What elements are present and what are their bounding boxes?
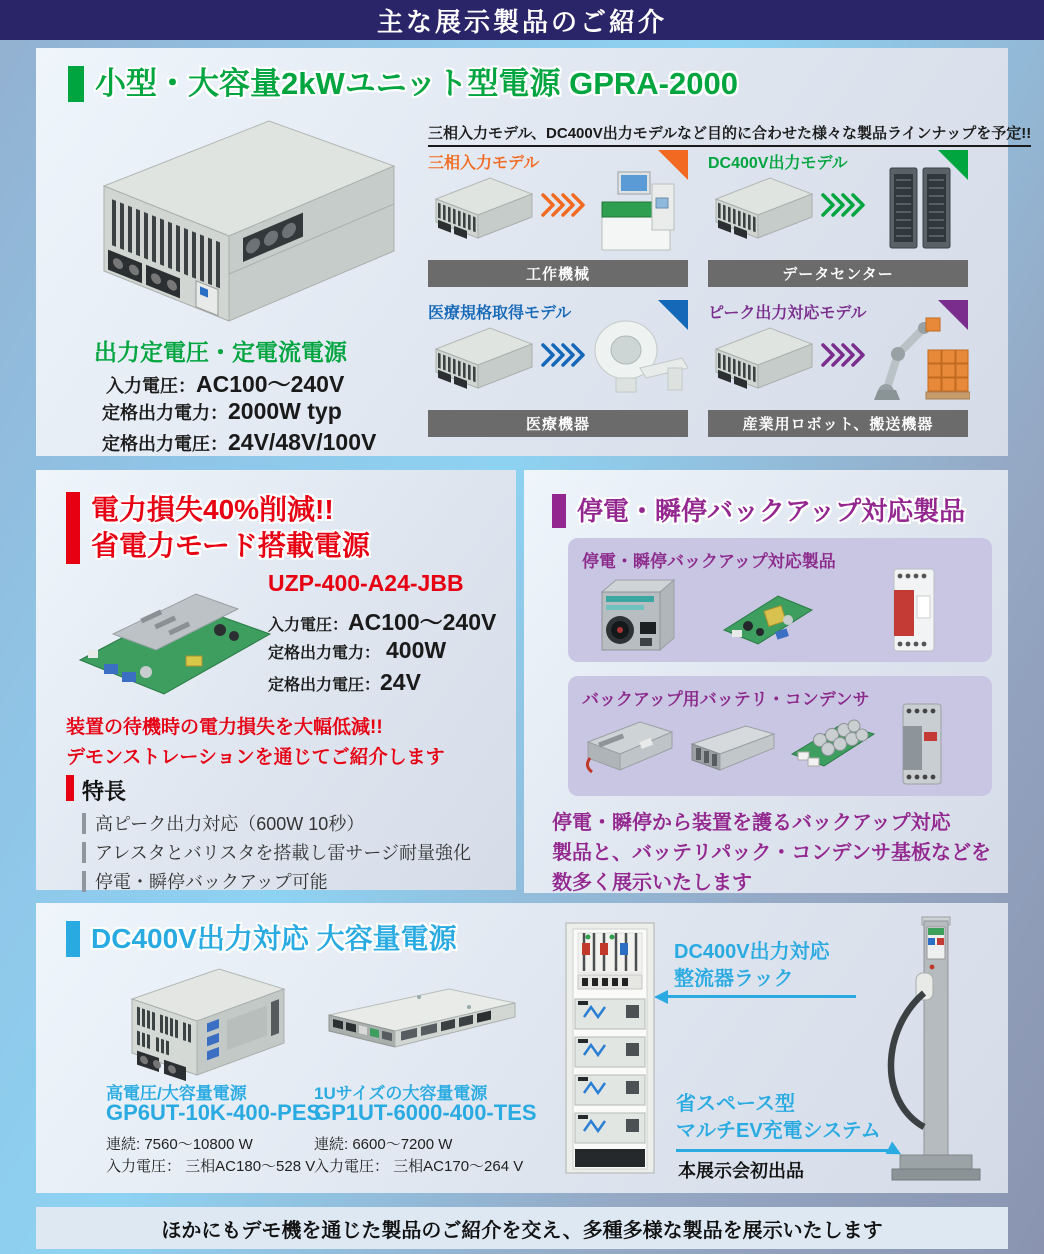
- footer-text: ほかにもデモ機を通じた製品のご紹介を交え、多種多様な製品を展示いたします: [161, 1219, 883, 1242]
- spec-rated-voltage: 定格出力電圧：24V/48V/100V: [102, 429, 377, 455]
- model-label: ピーク出力対応モデル: [708, 305, 867, 322]
- gp1ut-product-image: [319, 981, 524, 1061]
- rack-annotation: DC400V出力対応 整流器ラック: [674, 941, 830, 990]
- uzp-model-name: UZP-400-A24-JBB: [268, 570, 464, 596]
- ev-annotation: 省スペース型 マルチEV充電システム: [676, 1093, 881, 1142]
- application-bar: 工作機械: [428, 260, 688, 287]
- psu-image: [428, 174, 538, 244]
- gpra2000-product-image: [74, 106, 419, 336]
- spec-input-voltage: 入力電圧：AC100〜240V: [106, 371, 345, 397]
- panel-power-saving: [36, 470, 516, 890]
- ev-note: 本展示会初出品: [678, 1161, 804, 1181]
- model-label: 医療規格取得モデル: [428, 305, 572, 322]
- section2-title-row: [66, 492, 370, 564]
- tower-psu-image: [594, 574, 676, 658]
- section1-title: 小型・大容量2kWユニット型電源 GPRA-2000: [95, 66, 738, 101]
- header-banner: [0, 0, 1044, 40]
- feature-item: アレスタとバリスタを搭載し雷サージ耐量強化: [82, 839, 471, 865]
- robot-arm-image: [866, 308, 970, 406]
- model-card-peak: [708, 300, 968, 437]
- bullet-bar-icon: [82, 813, 86, 834]
- bullet-bar-icon: [82, 842, 86, 863]
- data-center-image: [880, 160, 960, 256]
- capacitor-board-image: [786, 712, 878, 776]
- din-rail-module2-image: [894, 698, 948, 790]
- section-bar-icon: [66, 492, 80, 564]
- bullet-bar-icon: [82, 871, 86, 892]
- spec-rated-voltage: 定格出力電圧：24V: [268, 669, 421, 695]
- section2-title: 電力損失40%削減!! 省電力モード搭載電源: [91, 494, 370, 561]
- spec-rated-power: 定格出力電力：2000W typ: [102, 398, 342, 424]
- panel-dc400v: [36, 903, 1008, 1193]
- uzp-product-image: [68, 572, 278, 702]
- ct-scanner-image: [588, 312, 688, 404]
- rack-arrow-line: [668, 995, 856, 998]
- rack-arrow-head-icon: [654, 990, 668, 1004]
- model-card-three-phase: [428, 150, 688, 287]
- panel-backup: [524, 470, 1008, 893]
- battery-pack-image: [582, 716, 678, 780]
- section3-description: 停電・瞬停から装置を護るバックアップ対応 製品と、バッテリパック・コンデンサ基板などを 数多く展示いたします: [552, 812, 991, 894]
- backup-box2-title: バックアップ用バッテリ・コンデンサ: [582, 690, 870, 709]
- gp1ut-model: GP1UT-6000-400-TES: [314, 1100, 537, 1125]
- din-rail-module-image: [884, 564, 942, 656]
- features-heading: 特長: [82, 779, 127, 804]
- features-heading-row: [66, 775, 126, 806]
- section-bar-icon: [552, 494, 566, 528]
- battery-capacitor-box: [568, 676, 992, 796]
- spec-input-voltage: 入力電圧：AC100〜240V: [268, 609, 497, 635]
- ev-arrow-line: [676, 1149, 888, 1152]
- section1-title-row: [68, 66, 738, 102]
- chevron-arrow-icon: [820, 192, 866, 218]
- open-frame-psu-image: [718, 586, 818, 652]
- rectifier-rack-image: [564, 921, 656, 1177]
- section-bar-icon: [68, 66, 84, 102]
- metal-case-unit-image: [686, 720, 780, 778]
- gp1ut-continuous: 連続: 6600〜7200 W: [314, 1136, 453, 1153]
- gp6ut-model: GP6UT-10K-400-PES: [106, 1100, 322, 1125]
- footer-banner: [36, 1207, 1008, 1249]
- feature-item: 停電・瞬停バックアップ可能: [82, 868, 328, 894]
- application-bar: データセンター: [708, 260, 968, 287]
- model-label: 三相入力モデル: [428, 155, 540, 172]
- machine-tool-image: [590, 164, 685, 256]
- application-bar: 産業用ロボット、搬送機器: [708, 410, 968, 437]
- feature-item: 高ピーク出力対応（600W 10秒）: [82, 810, 364, 836]
- section3-title-row: [552, 494, 965, 528]
- chevron-arrow-icon: [540, 192, 586, 218]
- section4-title: DC400V出力対応 大容量電源: [91, 923, 457, 954]
- section3-title: 停電・瞬停バックアップ対応製品: [577, 496, 966, 526]
- section-bar-icon: [66, 921, 80, 957]
- chevron-arrow-icon: [540, 342, 586, 368]
- application-bar: 医療機器: [428, 410, 688, 437]
- page-title: 主な展示製品のご紹介: [376, 6, 667, 37]
- section1-subtitle: 三相入力モデル、DC400V出力モデルなど目的に合わせた様々な製品ラインナップを予定!!: [428, 122, 1031, 147]
- gp1ut-type: 1Uサイズの大容量電源: [314, 1084, 488, 1103]
- section4-title-row: [66, 921, 457, 957]
- panel-gpra2000: [36, 48, 1032, 456]
- model-label: DC400V出力モデル: [708, 155, 848, 172]
- model-card-dc400v: [708, 150, 968, 287]
- psu-image: [428, 324, 538, 394]
- section-bar-icon: [66, 775, 74, 801]
- gp1ut-input: 入力電圧： 三相AC170〜264 V: [314, 1158, 524, 1175]
- model-card-medical: [428, 300, 688, 437]
- chevron-arrow-icon: [820, 342, 866, 368]
- backup-box1-title: 停電・瞬停バックアップ対応製品: [582, 552, 836, 571]
- backup-products-box: [568, 538, 992, 662]
- gp6ut-continuous: 連続: 7560〜10800 W: [106, 1136, 253, 1153]
- section2-description: 装置の待機時の電力損失を大幅低減!! デモンストレーションを通じてご紹介します: [66, 717, 445, 768]
- spec-rated-power: 定格出力電力： 400W: [268, 637, 447, 663]
- ev-charger-image: [866, 911, 1001, 1185]
- section1-product-heading: 出力定電圧・定電流電源: [94, 339, 347, 365]
- gp6ut-input: 入力電圧： 三相AC180〜528 V: [106, 1158, 316, 1175]
- psu-image: [708, 174, 818, 244]
- gp6ut-type: 高電圧/大容量電源: [106, 1084, 247, 1103]
- psu-image: [708, 324, 818, 394]
- gp6ut-product-image: [114, 959, 299, 1081]
